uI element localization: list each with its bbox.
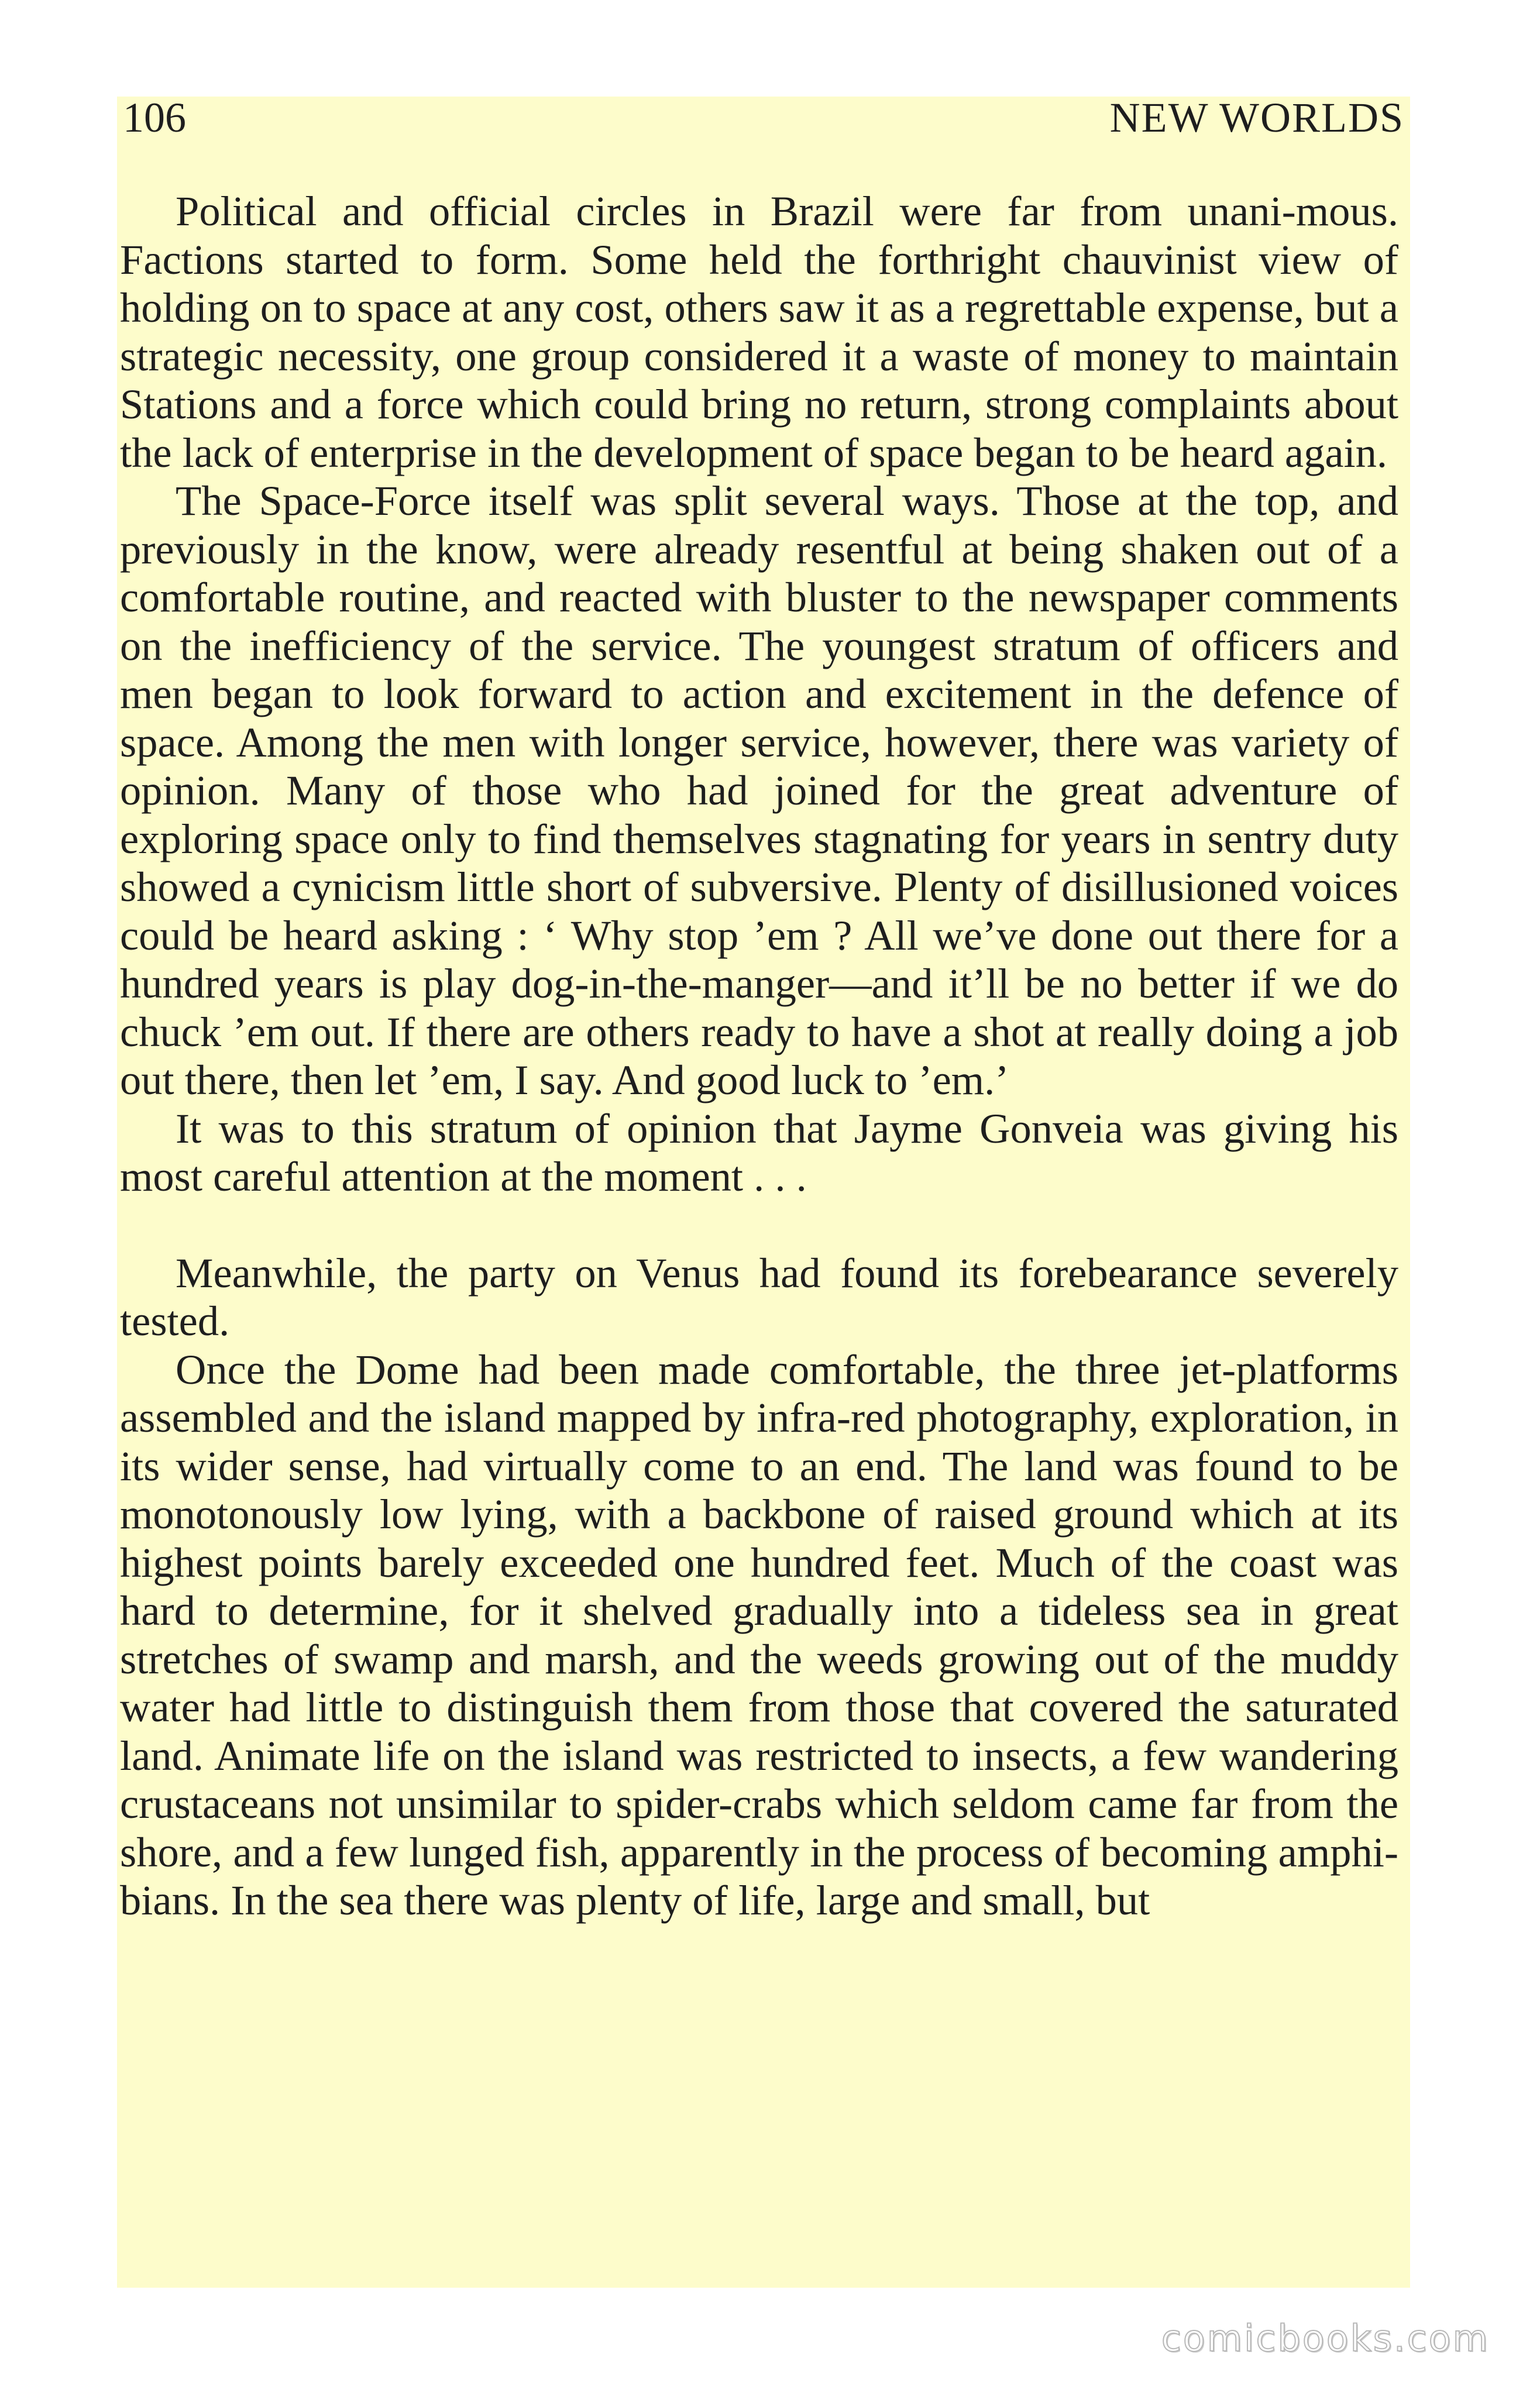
paragraph-dome-exploration: Once the Dome had been made comfortable, the three jet-platforms assembled and the island mapped by infra-red photography, exploration, in its wider sense, had virtually come to an end. The land was found to be monotonously low lying, with a backbone of raised ground which at its highest points barely exceeded one hundred feet. Much of the coast was hard to determine, for it shelved gradually into a tideless sea in great stretches of swamp and marsh, and the weeds growing out of the muddy water had little to distinguish them from those that covered the saturated land. Animate life on the island was restricted to insects, a few wandering crustaceans not unsimilar to spider-crabs which seldom came far from the shore, and a few lunged fish, apparently in the process of becoming amphi-bians. In the sea there was plenty of life, large and small, but — [120, 1345, 1398, 1924]
paragraph-space-force: The Space-Force itself was split several ways. Those at the top, and previously in the know, were already resentful at being shaken out of a comfortable routine, and reacted with bluster to the newspaper comments on the inefficiency of the service. The youngest stratum of officers and men began to look forward to action and excitement in the defence of space. Among the men with longer service, however, there was variety of opinion. Many of those who had joined for the great adventure of exploring space only to find themselves stagnating for years in sentry duty showed a cynicism little short of subversive. Plenty of disillusioned voices could be heard asking : ‘ Why stop ’em ? All we’ve done out there for a hundred years is play dog-in-the-manger—and it’ll be no better if we do chuck ’em out. If there are others ready to have a shot at really doing a job out there, then let ’em, I say. And good luck to ’em.’ — [120, 477, 1398, 1103]
section-break — [120, 1201, 1398, 1249]
paragraph-political-circles: Political and official circles in Brazil were far from unani-mous. Factions started to form. Some held the forthright chauvinist view of holding on to space at any cost, others saw it as a regrettable expense, but a strategic necessity, one group considered it a waste of money to maintain Stations and a force which could bring no return, strong complaints about the lack of enterprise in the development of space began to be heard again. — [120, 187, 1398, 476]
running-head: NEW WORLDS — [1109, 94, 1404, 141]
paragraph-party-on-venus: Meanwhile, the party on Venus had found its forebearance severely tested. — [120, 1249, 1398, 1345]
page-header — [123, 87, 1404, 145]
page-number: 106 — [123, 94, 186, 141]
body-text — [120, 187, 1398, 1925]
paragraph-jayme-gonveia: It was to this stratum of opinion that Jayme Gonveia was giving his most careful attention at the moment . . . — [120, 1104, 1398, 1200]
watermark: comicbooks.com — [1161, 2317, 1490, 2360]
